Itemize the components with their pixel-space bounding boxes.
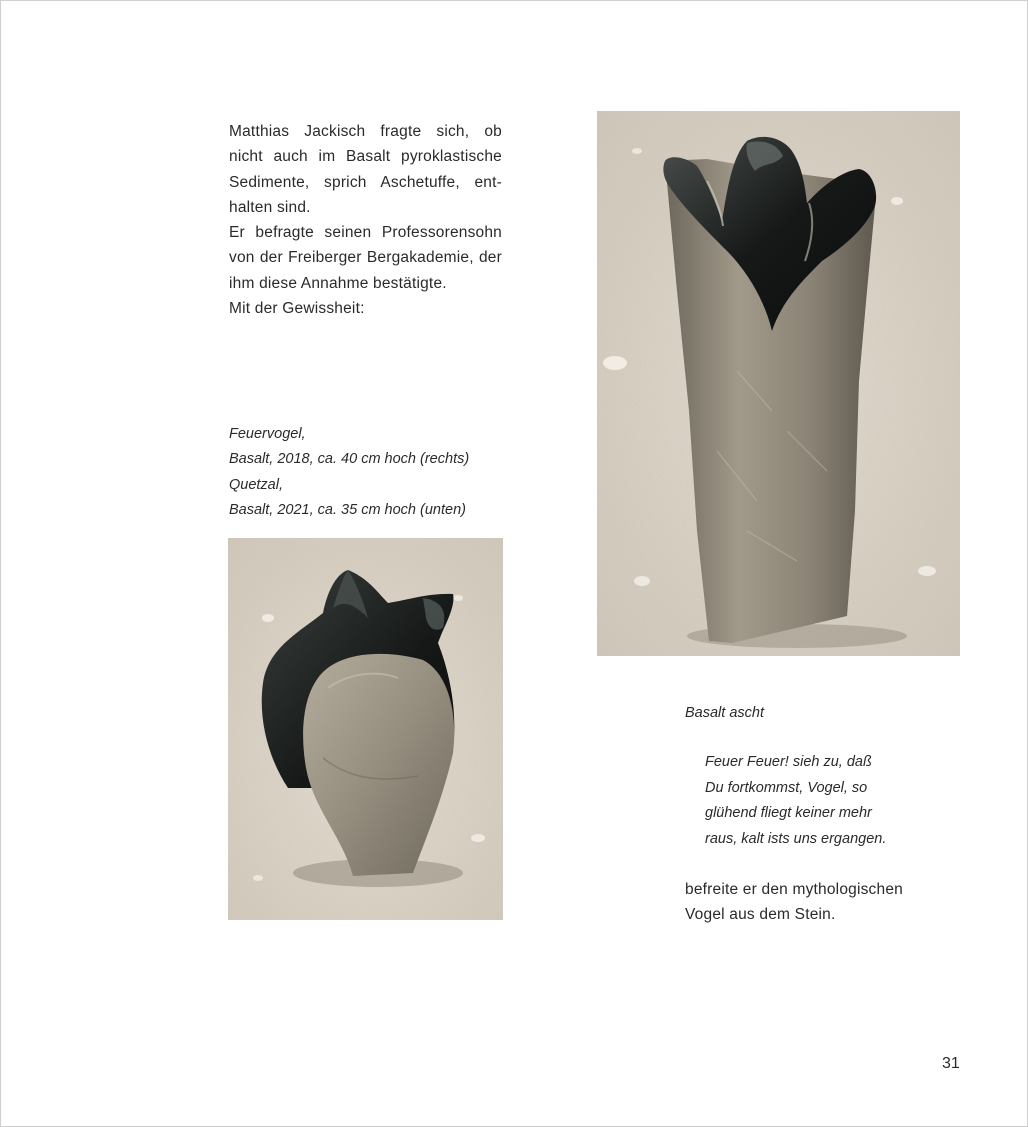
page-number: 31: [942, 1055, 960, 1072]
intro-paragraph: [229, 119, 502, 321]
poem-line: glühend fliegt keiner mehr: [705, 805, 872, 821]
poem-line: Du fortkommst, Vogel, so: [705, 779, 868, 796]
text-line: Mit der Gewissheit:: [229, 300, 365, 318]
text-line: befreite er den mythologischen: [685, 881, 903, 898]
closing-paragraph: [685, 877, 945, 928]
photo-quetzal: [228, 538, 503, 920]
image-caption: [229, 422, 529, 523]
photo-feuervogel: [597, 111, 960, 656]
poem: [705, 750, 945, 852]
poem-line: Feuer Feuer! sieh zu, daß: [705, 754, 872, 770]
caption-line: Basalt, 2021, ca. 35 cm hoch (unten): [229, 501, 466, 518]
text-line: Matthias Jackisch fragte sich, ob: [229, 123, 502, 140]
caption-line: Basalt, 2018, ca. 40 cm hoch (rechts): [229, 451, 470, 468]
text-line: Sedimente, sprich Aschetuffe, ent-: [229, 173, 502, 191]
text-line: Vogel aus dem Stein.: [685, 906, 836, 924]
caption-line: Feuervogel,: [229, 426, 306, 442]
text-line: von der Freiberger Bergakademie, der: [229, 249, 502, 267]
text-line: nicht auch im Basalt pyroklastische: [229, 148, 502, 166]
caption-line: Quetzal,: [229, 476, 283, 493]
text-line: ihm diese Annahme bestätigte.: [229, 274, 447, 292]
poem-line: raus, kalt ists uns ergangen.: [705, 830, 887, 847]
text-line: halten sind.: [229, 198, 311, 216]
text-line: Er befragte seinen Professorensohn: [229, 224, 502, 242]
poem-title: Basalt ascht: [685, 705, 764, 721]
